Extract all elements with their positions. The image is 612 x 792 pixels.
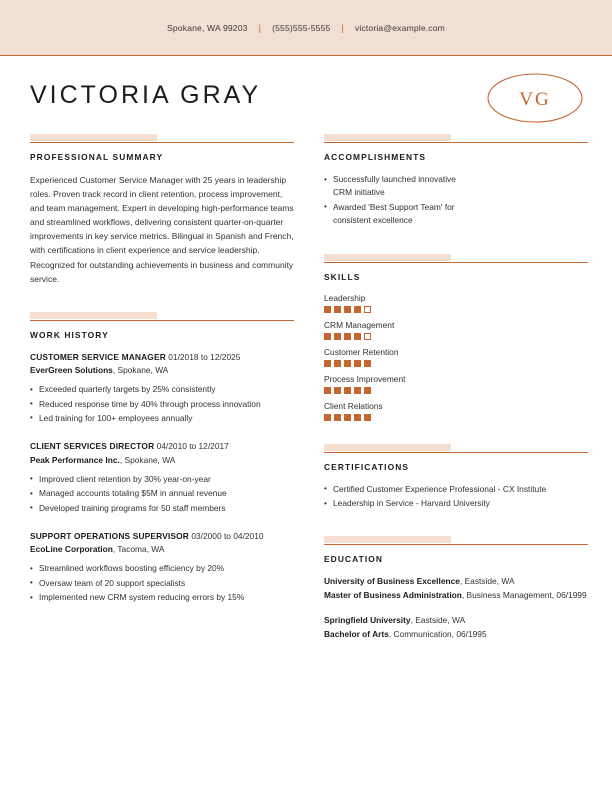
rating-square-filled <box>324 387 331 394</box>
rating-square-filled <box>354 306 361 313</box>
list-item: • Managed accounts totaling $5M in annual revenue <box>30 487 294 500</box>
education-school-location: , Eastside, WA <box>410 615 466 626</box>
rating-square-filled <box>324 333 331 340</box>
education-degree-detail: , Communication, 06/1995 <box>388 628 487 639</box>
job-bullets <box>30 562 294 604</box>
rating-square-filled <box>364 360 371 367</box>
education-school-location: , Eastside, WA <box>459 576 515 587</box>
rating-square-filled <box>354 387 361 394</box>
list-item: • Oversaw team of 20 support specialists <box>30 577 294 590</box>
contact-phone: (555)555-5555 <box>272 22 331 33</box>
section-rule <box>324 134 588 143</box>
skill-item <box>324 320 588 340</box>
contact-separator-2: | <box>341 22 344 33</box>
education-entry <box>324 614 588 641</box>
job-header <box>30 351 294 377</box>
skill-label: Customer Retention <box>324 346 399 357</box>
rating-square-filled <box>324 360 331 367</box>
rating-square-filled <box>334 360 341 367</box>
section-rule <box>324 536 588 545</box>
job-bullets <box>30 383 294 425</box>
job-dates: 01/2018 to 12/2025 <box>168 351 241 362</box>
spacer <box>324 428 588 444</box>
section-certifications <box>324 444 588 511</box>
section-rule <box>30 134 294 143</box>
skill-label: CRM Management <box>324 319 395 330</box>
work-history-entry <box>30 440 294 515</box>
list-item: • Successfully launched innovative CRM initiative <box>324 173 465 200</box>
job-dates: 04/2010 to 12/2017 <box>156 441 229 452</box>
rating-square-filled <box>334 414 341 421</box>
contact-band <box>0 0 612 56</box>
monogram-badge <box>486 72 584 124</box>
section-title-professional-summary: PROFESSIONAL SUMMARY <box>30 152 164 162</box>
job-organization: EcoLine Corporation <box>30 544 113 555</box>
list-item: • Reduced response time by 40% through process innovation <box>30 398 294 411</box>
spacer <box>324 232 588 254</box>
skill-rating <box>324 306 588 313</box>
skill-item <box>324 347 588 367</box>
page-title: VICTORIA GRAY <box>30 80 262 109</box>
rating-square-filled <box>364 414 371 421</box>
right-column <box>324 134 588 645</box>
job-organization: EverGreen Solutions <box>30 364 113 375</box>
job-title: CLIENT SERVICES DIRECTOR <box>30 441 155 452</box>
contact-separator-1: | <box>258 22 262 33</box>
rating-square-filled <box>334 333 341 340</box>
education-degree-line <box>324 589 588 602</box>
job-location: , Spokane, WA <box>112 364 169 375</box>
section-title-accomplishments: ACCOMPLISHMENTS <box>324 152 427 162</box>
rating-square-empty <box>364 333 371 340</box>
skill-item <box>324 293 588 313</box>
section-rule <box>324 254 588 263</box>
job-location: , Tacoma, WA <box>112 544 165 555</box>
list-item: • Leadership in Service - Harvard University <box>324 497 588 510</box>
skill-label: Leadership <box>324 292 366 303</box>
contact-email: victoria@example.com <box>354 22 445 33</box>
spacer <box>324 514 588 536</box>
list-item: • Awarded 'Best Support Team' for consistent excellence <box>324 201 465 228</box>
contact-location: Spokane, WA 99203 <box>167 22 248 33</box>
list-item: • Exceeded quarterly targets by 25% consistently <box>30 383 294 396</box>
job-bullets <box>30 473 294 515</box>
job-location: , Spokane, WA <box>119 454 176 465</box>
job-header <box>30 530 294 556</box>
list-item: • Streamlined workflows boosting efficiency by 20% <box>30 562 294 575</box>
contact-info <box>167 23 445 33</box>
rating-square-filled <box>334 306 341 313</box>
name-row <box>0 56 612 134</box>
rating-square-filled <box>344 387 351 394</box>
list-item: • Improved client retention by 30% year-on-year <box>30 473 294 486</box>
education-degree-detail: , Business Management, 06/1999 <box>461 589 587 600</box>
resume-columns <box>0 134 612 645</box>
rating-square-filled <box>324 306 331 313</box>
skill-rating <box>324 387 588 394</box>
job-title: CUSTOMER SERVICE MANAGER <box>30 351 166 362</box>
education-school-line <box>324 575 588 588</box>
job-title: SUPPORT OPERATIONS SUPERVISOR <box>30 531 190 541</box>
accomplishments-list <box>324 173 588 228</box>
section-professional-summary <box>30 134 294 286</box>
rating-square-filled <box>344 333 351 340</box>
list-item: • Led training for 100+ employees annually <box>30 412 294 425</box>
spacer <box>30 290 294 312</box>
rating-square-filled <box>354 414 361 421</box>
section-work-history <box>30 312 294 605</box>
list-item: • Implemented new CRM system reducing errors by 15% <box>30 591 294 604</box>
work-history-entry <box>30 351 294 426</box>
section-education <box>324 536 588 641</box>
skill-label: Process Improvement <box>324 373 406 384</box>
skill-label: Client Relations <box>324 400 383 411</box>
section-title-work-history: WORK HISTORY <box>30 329 109 340</box>
rating-square-filled <box>344 360 351 367</box>
rating-square-filled <box>364 387 371 394</box>
education-school-line <box>324 614 588 627</box>
education-school: Springfield University <box>324 615 411 626</box>
job-dates: 03/2000 to 04/2010 <box>191 531 264 541</box>
education-entry <box>324 575 588 602</box>
skill-rating <box>324 360 588 367</box>
rating-square-filled <box>324 414 331 421</box>
professional-summary-text: Experienced Customer Service Manager with 25 years in leadership roles. Proven track record in client retention, process improvement, and team management. Expert in developing high-performance teams and streamlined workflows, delivering consistent quarter-on-quarter improvements in key service metrics. Bilingual in Spanish and French, with certifications in client experience and service leadership. Recognized for outstanding achievements in business and community service. <box>30 175 294 284</box>
section-rule <box>30 312 294 321</box>
skill-item <box>324 374 588 394</box>
skill-item <box>324 401 588 421</box>
list-item: • Certified Customer Experience Professional - CX Institute <box>324 483 588 496</box>
rating-square-filled <box>344 414 351 421</box>
skill-rating <box>324 414 588 421</box>
section-title-certifications: CERTIFICATIONS <box>324 461 410 472</box>
section-title-skills: SKILLS <box>324 271 361 282</box>
education-degree: Master of Business Administration <box>324 589 462 600</box>
skill-rating <box>324 333 588 340</box>
rating-square-empty <box>364 306 371 313</box>
job-header <box>30 440 294 466</box>
section-rule <box>324 444 588 453</box>
rating-square-filled <box>334 387 341 394</box>
section-accomplishments <box>324 134 588 228</box>
rating-square-filled <box>354 333 361 340</box>
rating-square-filled <box>344 306 351 313</box>
education-school: University of Business Excellence <box>324 576 460 587</box>
list-item: • Developed training programs for 50 staff members <box>30 502 294 515</box>
left-column <box>30 134 294 645</box>
section-skills <box>324 254 588 421</box>
certifications-list <box>324 483 588 511</box>
work-history-entry <box>30 530 294 605</box>
education-degree: Bachelor of Arts <box>324 628 389 639</box>
job-organization: Peak Performance Inc. <box>30 454 120 465</box>
rating-square-filled <box>354 360 361 367</box>
education-degree-line <box>324 628 588 641</box>
monogram-initials: VG <box>519 89 551 110</box>
section-title-education: EDUCATION <box>324 554 384 565</box>
